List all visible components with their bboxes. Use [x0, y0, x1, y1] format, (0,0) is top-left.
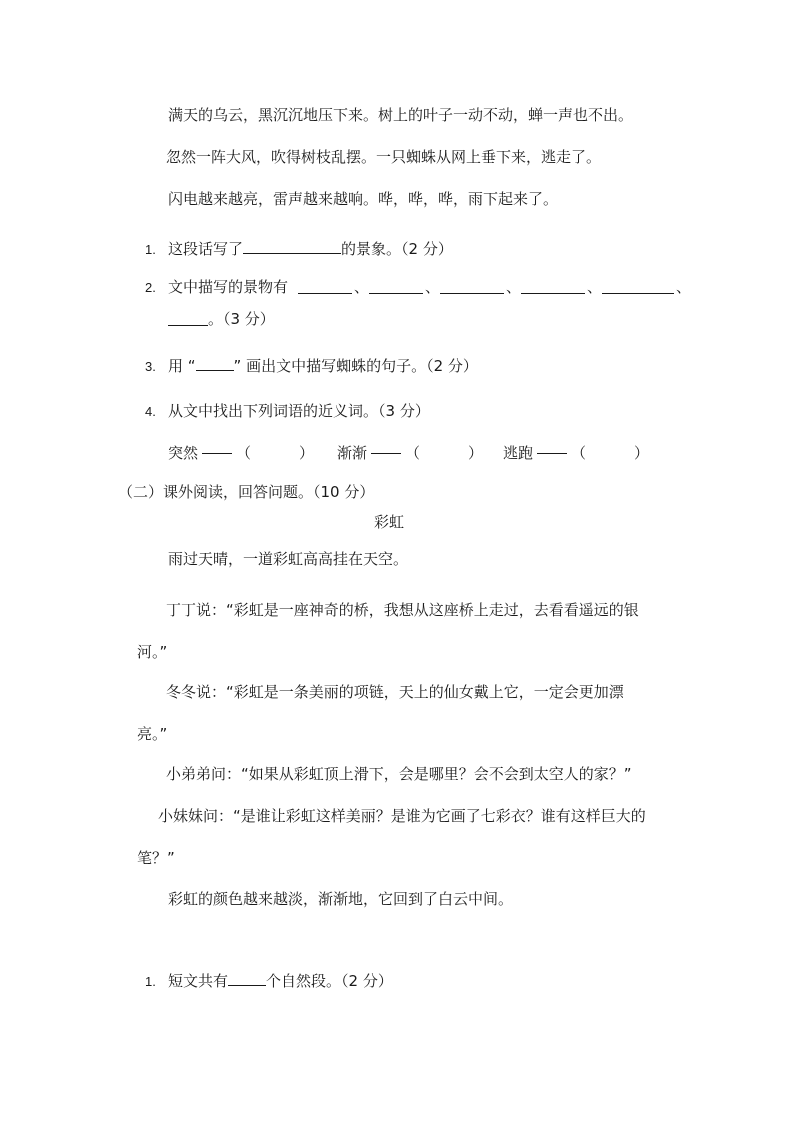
- dash-line: [202, 453, 232, 454]
- separator-comma: 、: [506, 278, 522, 296]
- question-number: 4.: [145, 404, 156, 419]
- synonym-word: 突然: [168, 444, 199, 462]
- paragraph-3-line-2: 亮。”: [137, 725, 168, 743]
- paragraph-2-line-1: 丁丁说：“彩虹是一座神奇的桥，我想从这座桥上走过，去看看遥远的银: [166, 601, 639, 619]
- answer-blank[interactable]: [298, 293, 352, 294]
- question-4-text: 从文中找出下列词语的近义词。（3 分）: [168, 402, 430, 420]
- paragraph-5-line-1: 小妹妹问：“是谁让彩虹这样美丽？是谁为它画了七彩衣？谁有这样巨大的: [158, 807, 646, 825]
- answer-blank[interactable]: [168, 325, 208, 326]
- question-2-text: 文中描写的景物有: [168, 278, 289, 296]
- paren-open: （: [236, 444, 252, 462]
- paragraph-5-line-2: 笔？”: [137, 849, 175, 867]
- paragraph-4: 小弟弟问：“如果从彩虹顶上滑下，会是哪里？会不会到太空人的家？”: [166, 765, 632, 783]
- paren-close: ）: [299, 444, 315, 462]
- paren-close: ）: [634, 444, 650, 462]
- question-number: 2.: [145, 280, 156, 295]
- separator-comma: 、: [676, 278, 692, 296]
- passage-line-1: 满天的乌云，黑沉沉地压下来。树上的叶子一动不动，蝉一声也不出。: [168, 106, 634, 124]
- answer-blank[interactable]: [196, 356, 234, 371]
- synonym-item: [337, 443, 483, 463]
- dash-line: [537, 453, 567, 454]
- passage-title: 彩虹: [374, 513, 405, 531]
- answer-blank[interactable]: [369, 293, 423, 294]
- answer-blank[interactable]: [228, 971, 266, 986]
- paren-open: （: [405, 444, 421, 462]
- question-number: 1.: [145, 974, 156, 989]
- question-text: 用 “: [168, 357, 196, 375]
- separator-comma: 、: [587, 278, 603, 296]
- paragraph-6: 彩虹的颜色越来越淡，渐渐地，它回到了白云中间。: [168, 890, 514, 908]
- paragraph-3-line-1: 冬冬说：“彩虹是一条美丽的项链，天上的仙女戴上它，一定会更加漂: [166, 683, 624, 701]
- answer-blank[interactable]: [440, 293, 504, 294]
- paren-open: （: [571, 444, 587, 462]
- synonym-word: 逃跑: [503, 444, 534, 462]
- question-3: [168, 356, 478, 376]
- answer-blank[interactable]: [521, 293, 585, 294]
- separator-comma: 、: [354, 278, 370, 296]
- passage-line-2: 忽然一阵大风，吹得树枝乱摆。一只蜘蛛从网上垂下来，逃走了。: [166, 148, 602, 166]
- paragraph-1: 雨过天晴，一道彩虹高高挂在天空。: [168, 550, 409, 568]
- synonym-word: 渐渐: [337, 444, 368, 462]
- separator-comma: 、: [425, 278, 441, 296]
- passage-line-3: 闪电越来越亮，雷声越来越响。哗，哗，哗，雨下起来了。: [168, 190, 559, 208]
- question-text: ” 画出文中描写蜘蛛的句子。（2 分）: [233, 357, 478, 375]
- paragraph-2-line-2: 河。”: [137, 643, 168, 661]
- section2-question-1: [168, 971, 393, 991]
- question-text: 的景象。（2 分）: [341, 240, 453, 258]
- answer-blank[interactable]: [243, 239, 341, 254]
- question-text: 个自然段。（2 分）: [266, 972, 393, 990]
- section-heading: （二）课外阅读，回答问题。（10 分）: [118, 483, 375, 501]
- question-1: [168, 239, 453, 259]
- synonym-item: [503, 443, 649, 463]
- synonym-item: [168, 443, 314, 463]
- answer-blank[interactable]: [602, 293, 674, 294]
- question-2-end: 。（3 分）: [208, 310, 275, 328]
- paren-close: ）: [468, 444, 484, 462]
- question-number: 1.: [145, 242, 156, 257]
- dash-line: [371, 453, 401, 454]
- question-number: 3.: [145, 359, 156, 374]
- question-text: 这段话写了: [168, 240, 244, 258]
- question-text: 短文共有: [168, 972, 229, 990]
